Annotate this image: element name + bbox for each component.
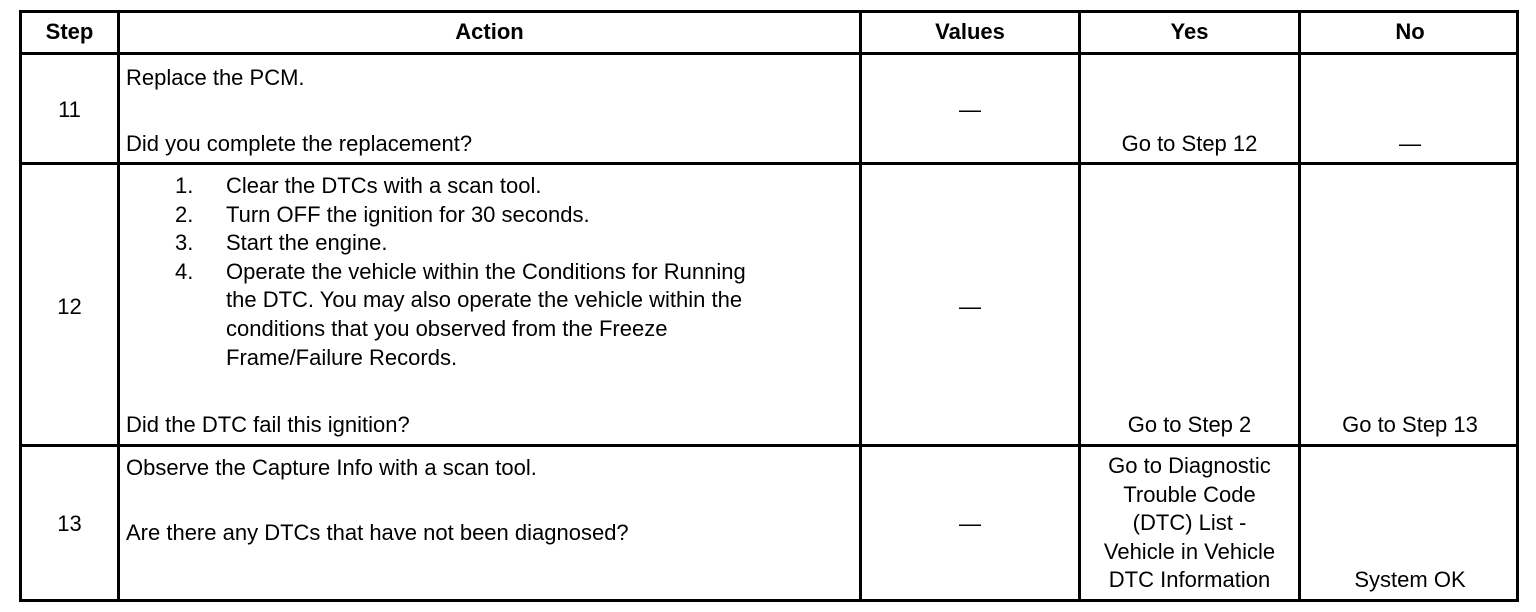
yes-cell: Go to Step 2 (1127, 412, 1252, 437)
list-item-text: Start the engine. (226, 230, 388, 256)
list-item (126, 172, 746, 201)
list-item (126, 201, 746, 230)
list-item-number: 2. (175, 201, 194, 227)
header-step: Step (45, 19, 94, 44)
list-item-number: 3. (175, 230, 194, 256)
list-item (126, 258, 746, 372)
no-cell: System OK (1354, 567, 1466, 592)
row-divider (22, 162, 1516, 165)
list-item-number: 4. (175, 258, 194, 284)
no-cell: Go to Step 13 (1342, 412, 1478, 437)
values-cell: — (959, 294, 981, 319)
header-yes: Yes (1170, 19, 1209, 44)
list-item-text: Operate the vehicle within the Conditions for Running (226, 258, 746, 284)
yes-cell: Go to Step 12 (1121, 131, 1258, 156)
action-text: Observe the Capture Info with a scan tool. (126, 455, 537, 480)
no-cell: — (1399, 131, 1421, 156)
list-item-text: Frame/Failure Records. (226, 344, 458, 370)
procedure-list (126, 172, 746, 372)
header-no: No (1395, 19, 1425, 44)
yes-cell-line: (DTC) List - (1132, 510, 1247, 535)
list-item-number: 1. (175, 173, 194, 198)
header-values: Values (935, 19, 1005, 44)
yes-cell (1081, 452, 1298, 595)
row-divider (22, 52, 1516, 55)
list-item (126, 229, 746, 258)
step-number: 13 (57, 511, 82, 536)
step-number: 11 (58, 97, 81, 122)
yes-cell-line: Trouble Code (1123, 481, 1256, 507)
column-divider (117, 13, 120, 599)
action-question: Did the DTC fail this ignition? (126, 412, 410, 437)
diagnostic-table (19, 10, 1519, 602)
yes-cell-line: Vehicle in Vehicle (1103, 538, 1276, 564)
values-cell: — (959, 97, 981, 122)
column-divider (1298, 13, 1301, 599)
header-action: Action (455, 19, 524, 44)
list-item-text: the DTC. You may also operate the vehicle within the (226, 287, 743, 313)
list-item-text: conditions that you observed from the Freeze (226, 315, 668, 341)
action-question: Are there any DTCs that have not been diagnosed? (126, 520, 629, 545)
action-text: Replace the PCM. (126, 65, 305, 90)
row-divider (22, 444, 1516, 447)
action-question: Did you complete the replacement? (126, 131, 473, 156)
step-number: 12 (57, 294, 82, 319)
values-cell: — (959, 511, 981, 536)
yes-cell-line: DTC Information (1108, 567, 1271, 592)
list-item-text: Clear the DTCs with a scan tool. (226, 173, 542, 198)
list-item-text: Turn OFF the ignition for 30 seconds. (226, 201, 590, 227)
yes-cell-line: Go to Diagnostic (1108, 453, 1271, 478)
